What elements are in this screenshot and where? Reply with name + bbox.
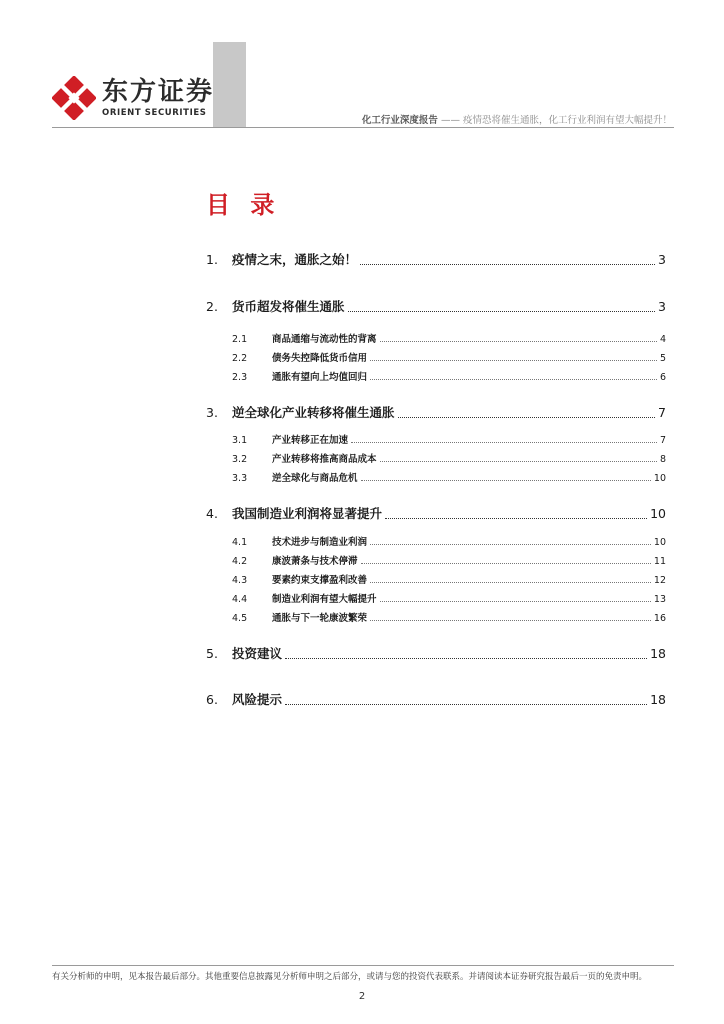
toc-chapter-entry[interactable] [206, 403, 666, 421]
toc-entry-label: 风险提示 [232, 692, 283, 707]
toc-entry-label: 通胀有望向上均值回归 [272, 372, 368, 383]
toc-entry-page: 8 [659, 454, 666, 465]
toc-entry-number: 2.2 [232, 353, 248, 364]
toc-chapter-entry[interactable] [206, 504, 666, 522]
toc-leader-dots [285, 704, 647, 705]
toc-section-entry[interactable] [206, 331, 666, 345]
toc-section-entry[interactable] [206, 534, 666, 548]
toc-entry-label: 要素约束支撑盈利改善 [272, 575, 368, 586]
toc-section-entry[interactable] [206, 572, 666, 586]
toc-leader-dots [361, 480, 651, 481]
toc-entry-number: 4.2 [232, 556, 248, 567]
toc-section-entry[interactable] [206, 369, 666, 383]
toc-entry-label: 疫情之末，通胀之始！ [232, 252, 358, 267]
toc-entry-page: 13 [653, 594, 666, 605]
toc-entry-page: 6 [659, 372, 666, 383]
toc-entry-label: 债务失控降低货币信用 [272, 353, 368, 364]
toc-entry-label: 产业转移正在加速 [272, 435, 349, 446]
page-number: 2 [358, 991, 366, 1002]
footer-divider [52, 965, 674, 966]
toc-entry-page: 16 [653, 613, 666, 624]
header-divider [52, 127, 674, 128]
toc-leader-dots [370, 582, 651, 583]
logo-chinese-name: 东方证券 [102, 77, 215, 107]
toc-leader-dots [285, 658, 647, 659]
toc-title: 目 录 [206, 191, 281, 219]
toc-entry-page: 7 [659, 435, 666, 446]
toc-leader-dots [370, 379, 657, 380]
toc-entry-number: 6. [206, 692, 218, 707]
toc-chapter-entry[interactable] [206, 690, 666, 708]
toc-entry-page: 10 [653, 537, 666, 548]
toc-leader-dots [348, 311, 656, 312]
toc-entry-label: 康波萧条与技术停滞 [272, 556, 358, 567]
toc-chapter-entry[interactable] [206, 297, 666, 315]
toc-entry-label: 我国制造业利润将显著提升 [232, 506, 383, 521]
toc-leader-dots [380, 461, 657, 462]
toc-entry-label: 通胀与下一轮康波繁荣 [272, 613, 368, 624]
toc-entry-page: 5 [659, 353, 666, 364]
toc-entry-label: 投资建议 [232, 646, 283, 661]
toc-entry-number: 3. [206, 405, 218, 420]
toc-entry-number: 3.2 [232, 454, 248, 465]
toc-entry-number: 4.1 [232, 537, 248, 548]
toc-entry-number: 1. [206, 252, 218, 267]
toc-entry-page: 7 [658, 405, 666, 420]
toc-entry-label: 产业转移将推高商品成本 [272, 454, 377, 465]
header-separator: —— [437, 115, 463, 126]
logo-english-name: ORIENT SECURITIES [102, 108, 207, 118]
toc-chapter-entry[interactable] [206, 250, 666, 268]
toc-entry-number: 4.5 [232, 613, 248, 624]
toc-entry-page: 3 [658, 299, 666, 314]
toc-section-entry[interactable] [206, 591, 666, 605]
toc-entry-label: 技术进步与制造业利润 [272, 537, 368, 548]
toc-leader-dots [380, 341, 657, 342]
footer-disclaimer: 有关分析师的申明，见本报告最后部分。其他重要信息披露见分析师申明之后部分，或请与您的投资代表联系。并请阅读本证券研究报告最后一页的免责申明。 [52, 972, 648, 982]
toc-entry-label: 逆全球化产业转移将催生通胀 [232, 405, 395, 420]
toc-entry-number: 4.4 [232, 594, 248, 605]
toc-leader-dots [370, 544, 651, 545]
toc-entry-label: 逆全球化与商品危机 [272, 473, 358, 484]
toc-section-entry[interactable] [206, 350, 666, 364]
toc-section-entry[interactable] [206, 553, 666, 567]
toc-entry-number: 4.3 [232, 575, 248, 586]
toc-entry-number: 2.3 [232, 372, 248, 383]
toc-entry-page: 3 [658, 252, 666, 267]
report-type: 化工行业深度报告 [361, 115, 438, 126]
toc-entry-page: 10 [653, 473, 666, 484]
toc-chapter-entry[interactable] [206, 644, 666, 662]
toc-section-entry[interactable] [206, 470, 666, 484]
toc-leader-dots [398, 417, 656, 418]
toc-entry-number: 2. [206, 299, 218, 314]
toc-entry-label: 商品通缩与流动性的背离 [272, 334, 377, 345]
toc-entry-number: 4. [206, 506, 218, 521]
toc-entry-number: 3.3 [232, 473, 248, 484]
orient-logo-icon [52, 76, 96, 120]
toc-entry-number: 2.1 [232, 334, 248, 345]
header-gray-block [213, 42, 246, 127]
toc-section-entry[interactable] [206, 432, 666, 446]
toc-section-entry[interactable] [206, 451, 666, 465]
toc-entry-number: 5. [206, 646, 218, 661]
toc-leader-dots [370, 620, 651, 621]
toc-entry-page: 11 [653, 556, 666, 567]
toc-entry-label: 制造业利润有望大幅提升 [272, 594, 377, 605]
toc-entry-page: 4 [659, 334, 666, 345]
report-subtitle: 疫情恐将催生通胀，化工行业利润有望大幅提升！ [462, 115, 672, 126]
toc-entry-page: 18 [650, 646, 666, 661]
toc-leader-dots [361, 563, 651, 564]
toc-leader-dots [380, 601, 651, 602]
toc-entry-page: 18 [650, 692, 666, 707]
toc-entry-page: 12 [653, 575, 666, 586]
toc-entry-number: 3.1 [232, 435, 248, 446]
report-header-caption [362, 112, 672, 126]
toc-entry-page: 10 [650, 506, 666, 521]
company-logo [52, 76, 214, 120]
toc-leader-dots [370, 360, 657, 361]
toc-entry-label: 货币超发将催生通胀 [232, 299, 345, 314]
toc-section-entry[interactable] [206, 610, 666, 624]
toc-leader-dots [351, 442, 657, 443]
toc-leader-dots [385, 518, 647, 519]
toc-leader-dots [360, 264, 655, 265]
